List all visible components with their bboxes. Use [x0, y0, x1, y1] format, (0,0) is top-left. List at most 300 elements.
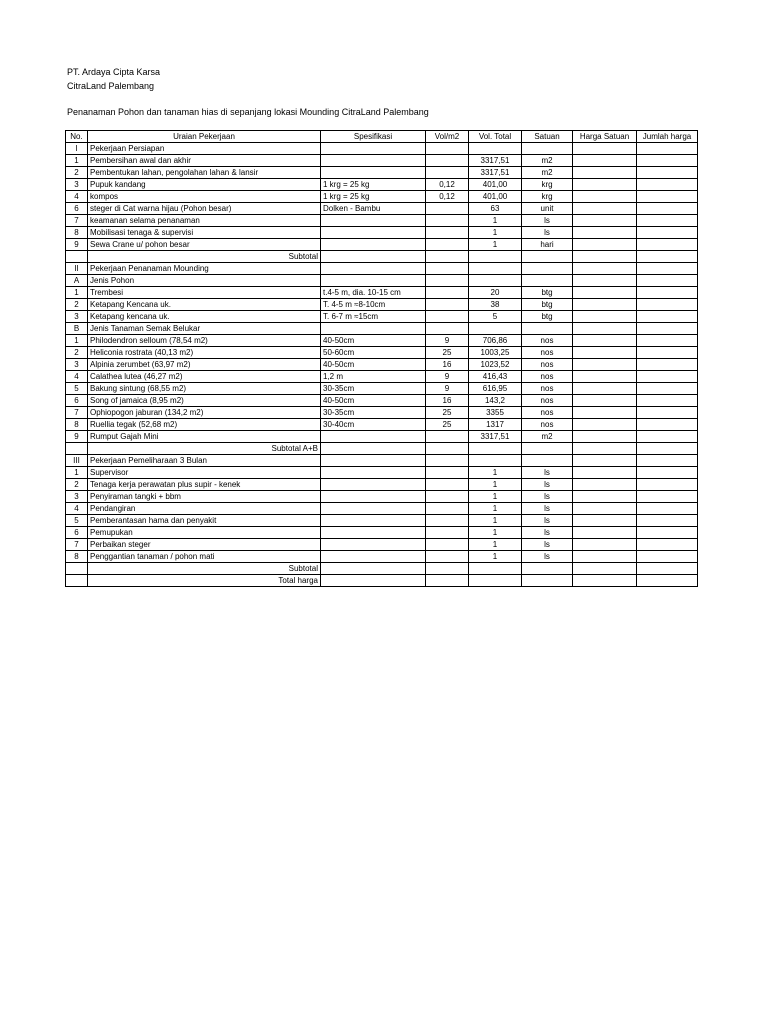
cell-description: Perbaikan steger [88, 539, 321, 551]
cell-description: Ketapang Kencana uk. [88, 299, 321, 311]
cell-specification: 30-35cm [321, 383, 426, 395]
cell-specification [321, 431, 426, 443]
table-row [66, 299, 698, 311]
cell-unit-price [573, 407, 637, 419]
cell-volume [426, 143, 469, 155]
table-row [66, 491, 698, 503]
cell-volume [426, 299, 469, 311]
cell-unit: nos [522, 371, 573, 383]
table-row [66, 143, 698, 155]
cell-description: Rumput Gajah Mini [88, 431, 321, 443]
cell-total-price [637, 515, 698, 527]
cell-specification [321, 455, 426, 467]
cell-unit: ls [522, 491, 573, 503]
cell-unit [522, 263, 573, 275]
cell-volume [426, 443, 469, 455]
cell-volume-total: 3317,51 [469, 431, 522, 443]
table-row [66, 263, 698, 275]
cell-volume [426, 311, 469, 323]
cell-volume [426, 287, 469, 299]
cell-specification [321, 143, 426, 155]
cell-specification [321, 215, 426, 227]
cell-volume-total: 401,00 [469, 179, 522, 191]
cell-volume-total: 1 [469, 479, 522, 491]
cell-total-price [637, 239, 698, 251]
cell-description: Alpinia zerumbet (63,97 m2) [88, 359, 321, 371]
table-row [66, 503, 698, 515]
cell-total-price [637, 215, 698, 227]
cell-volume-total: 1 [469, 467, 522, 479]
table-row [66, 215, 698, 227]
cell-volume-total: 401,00 [469, 191, 522, 203]
cell-volume [426, 515, 469, 527]
cell-total-price [637, 479, 698, 491]
cell-unit: ls [522, 503, 573, 515]
cell-volume [426, 203, 469, 215]
cell-unit: btg [522, 287, 573, 299]
cell-no: 6 [66, 395, 88, 407]
cell-description: Pembersihan awal dan akhir [88, 155, 321, 167]
cell-description: Subtotal A+B [88, 443, 321, 455]
cell-total-price [637, 179, 698, 191]
cell-no: 7 [66, 539, 88, 551]
table-row [66, 527, 698, 539]
cell-unit-price [573, 239, 637, 251]
cell-unit-price [573, 179, 637, 191]
cell-specification: 40-50cm [321, 359, 426, 371]
cell-specification [321, 263, 426, 275]
cell-description: Pekerjaan Pemeliharaan 3 Bulan [88, 455, 321, 467]
cell-unit-price [573, 299, 637, 311]
cell-volume-total [469, 275, 522, 287]
cell-specification [321, 443, 426, 455]
table-row [66, 155, 698, 167]
table-header-row [66, 131, 698, 143]
cell-no: 3 [66, 359, 88, 371]
cell-unit: ls [522, 215, 573, 227]
cell-specification [321, 155, 426, 167]
cell-volume-total: 1003,25 [469, 347, 522, 359]
cell-specification [321, 227, 426, 239]
cell-unit-price [573, 227, 637, 239]
cell-volume-total [469, 143, 522, 155]
cell-volume [426, 227, 469, 239]
cell-description: Pembentukan lahan, pengolahan lahan & lansir [88, 167, 321, 179]
cell-unit: nos [522, 359, 573, 371]
cell-no: 9 [66, 431, 88, 443]
table-body [66, 143, 698, 587]
project-name: CitraLand Palembang [67, 80, 155, 91]
cell-specification: 1 krg = 25 kg [321, 191, 426, 203]
cell-volume [426, 215, 469, 227]
subtotal-row [66, 443, 698, 455]
cell-volume-total: 38 [469, 299, 522, 311]
table-row [66, 395, 698, 407]
cell-unit: unit [522, 203, 573, 215]
cell-unit-price [573, 383, 637, 395]
cell-description: Penyiraman tangki + bbm [88, 491, 321, 503]
cell-description: Heliconia rostrata (40,13 m2) [88, 347, 321, 359]
subtotal-row [66, 575, 698, 587]
cell-volume-total: 143,2 [469, 395, 522, 407]
cell-description: Penggantian tanaman / pohon mati [88, 551, 321, 563]
cell-volume-total: 1 [469, 239, 522, 251]
cell-specification [321, 467, 426, 479]
cell-description: Pekerjaan Penanaman Mounding [88, 263, 321, 275]
company-name: PT. Ardaya Cipta Karsa [67, 67, 161, 77]
table-row [66, 479, 698, 491]
cell-volume-total [469, 323, 522, 335]
cell-unit-price [573, 515, 637, 527]
cell-description: Sewa Crane u/ pohon besar [88, 239, 321, 251]
cell-unit-price [573, 167, 637, 179]
table-row [66, 203, 698, 215]
cell-specification [321, 239, 426, 251]
cell-volume-total: 616,95 [469, 383, 522, 395]
cell-description: Ophiopogon jaburan (134,2 m2) [88, 407, 321, 419]
cell-unit: ls [522, 539, 573, 551]
cell-unit: ls [522, 515, 573, 527]
cell-total-price [637, 383, 698, 395]
table-row [66, 419, 698, 431]
column-header-no: No. [66, 131, 88, 143]
cell-total-price [637, 455, 698, 467]
column-header-specification: Spesifikasi [321, 131, 426, 143]
cell-volume [426, 551, 469, 563]
cell-volume: 25 [426, 419, 469, 431]
cell-volume: 0,12 [426, 191, 469, 203]
cell-unit-price [573, 155, 637, 167]
cell-volume-total: 5 [469, 311, 522, 323]
cell-total-price [637, 263, 698, 275]
cell-unit: btg [522, 299, 573, 311]
cell-total-price [637, 311, 698, 323]
cell-description: Subtotal [88, 251, 321, 263]
cell-no: 6 [66, 203, 88, 215]
cell-total-price [637, 203, 698, 215]
cell-volume-total: 1 [469, 503, 522, 515]
table-row [66, 551, 698, 563]
cell-volume-total: 63 [469, 203, 522, 215]
cell-volume [426, 263, 469, 275]
cell-description: kompos [88, 191, 321, 203]
cell-specification [321, 479, 426, 491]
cell-volume [426, 479, 469, 491]
cell-total-price [637, 503, 698, 515]
cell-total-price [637, 419, 698, 431]
cell-no: 2 [66, 479, 88, 491]
table-row [66, 347, 698, 359]
cell-no: 1 [66, 335, 88, 347]
cell-volume-total [469, 575, 522, 587]
cell-total-price [637, 359, 698, 371]
table-row [66, 359, 698, 371]
table-row [66, 455, 698, 467]
cell-volume: 0,12 [426, 179, 469, 191]
cell-volume-total: 1 [469, 527, 522, 539]
cell-unit: nos [522, 419, 573, 431]
cell-total-price [637, 395, 698, 407]
table-row [66, 275, 698, 287]
table-row [66, 407, 698, 419]
document-header [67, 66, 429, 120]
table-row [66, 515, 698, 527]
cell-volume [426, 467, 469, 479]
cell-unit [522, 323, 573, 335]
cell-specification: 40-50cm [321, 335, 426, 347]
cell-total-price [637, 299, 698, 311]
cell-unit-price [573, 395, 637, 407]
cell-volume-total: 1 [469, 539, 522, 551]
cell-total-price [637, 251, 698, 263]
cell-unit: m2 [522, 431, 573, 443]
cell-description: Trembesi [88, 287, 321, 299]
cell-total-price [637, 443, 698, 455]
cell-total-price [637, 191, 698, 203]
cell-unit-price [573, 539, 637, 551]
cell-volume: 9 [426, 383, 469, 395]
cell-no: 5 [66, 515, 88, 527]
cell-specification [321, 563, 426, 575]
table-row [66, 323, 698, 335]
cell-volume [426, 251, 469, 263]
column-header-total-price: Jumlah harga [637, 131, 698, 143]
cell-unit [522, 455, 573, 467]
subtotal-row [66, 251, 698, 263]
cell-unit-price [573, 335, 637, 347]
cell-volume [426, 167, 469, 179]
cell-total-price [637, 467, 698, 479]
cell-unit: krg [522, 191, 573, 203]
cell-unit-price [573, 203, 637, 215]
cell-description: Supervisor [88, 467, 321, 479]
cell-specification: 1,2 m [321, 371, 426, 383]
cell-unit-price [573, 575, 637, 587]
cell-specification: 1 krg = 25 kg [321, 179, 426, 191]
cell-volume-total: 3355 [469, 407, 522, 419]
cell-unit-price [573, 275, 637, 287]
cell-volume [426, 539, 469, 551]
cell-no: 7 [66, 215, 88, 227]
cell-volume-total: 416,43 [469, 371, 522, 383]
cell-unit [522, 563, 573, 575]
column-header-unit-price: Harga Satuan [573, 131, 637, 143]
cell-volume [426, 503, 469, 515]
cell-unit [522, 443, 573, 455]
cell-volume: 25 [426, 347, 469, 359]
cell-total-price [637, 227, 698, 239]
cell-unit-price [573, 503, 637, 515]
cell-volume-total: 20 [469, 287, 522, 299]
cell-volume-total: 1317 [469, 419, 522, 431]
column-header-volume-total: Vol. Total [469, 131, 522, 143]
cell-description: Jenis Pohon [88, 275, 321, 287]
cell-description: Total harga [88, 575, 321, 587]
cell-unit: ls [522, 227, 573, 239]
cell-volume [426, 563, 469, 575]
cell-volume-total: 1 [469, 491, 522, 503]
cell-unit [522, 275, 573, 287]
cell-no: 8 [66, 551, 88, 563]
cell-volume-total [469, 263, 522, 275]
cell-volume [426, 275, 469, 287]
table-row [66, 371, 698, 383]
cell-no: 2 [66, 167, 88, 179]
cell-unit-price [573, 347, 637, 359]
cell-unit: ls [522, 467, 573, 479]
cell-unit [522, 575, 573, 587]
cell-total-price [637, 431, 698, 443]
cell-unit-price [573, 191, 637, 203]
cell-specification: 30-35cm [321, 407, 426, 419]
subtotal-row [66, 563, 698, 575]
cell-no: 2 [66, 347, 88, 359]
cell-unit-price [573, 263, 637, 275]
table-row [66, 335, 698, 347]
table-row [66, 311, 698, 323]
cell-no [66, 443, 88, 455]
cell-no: 3 [66, 311, 88, 323]
table-row [66, 467, 698, 479]
cell-volume-total: 3317,51 [469, 155, 522, 167]
cell-unit: m2 [522, 155, 573, 167]
cell-description: Jenis Tanaman Semak Belukar [88, 323, 321, 335]
cell-specification: T. 6-7 m ≈15cm [321, 311, 426, 323]
cell-unit-price [573, 563, 637, 575]
cell-specification [321, 575, 426, 587]
cell-specification [321, 323, 426, 335]
cell-description: Pekerjaan Persiapan [88, 143, 321, 155]
table-row [66, 191, 698, 203]
cell-specification [321, 167, 426, 179]
cell-total-price [637, 287, 698, 299]
cell-specification [321, 503, 426, 515]
cell-no [66, 563, 88, 575]
cell-unit-price [573, 467, 637, 479]
bill-of-quantities-table [65, 130, 698, 587]
cell-unit: ls [522, 479, 573, 491]
cell-no: III [66, 455, 88, 467]
cell-unit-price [573, 455, 637, 467]
cell-specification [321, 515, 426, 527]
cell-unit: nos [522, 407, 573, 419]
cell-unit: ls [522, 527, 573, 539]
cell-no: 1 [66, 467, 88, 479]
cell-volume [426, 239, 469, 251]
cell-volume [426, 491, 469, 503]
cell-total-price [637, 347, 698, 359]
cell-volume [426, 323, 469, 335]
cell-specification: 30-40cm [321, 419, 426, 431]
cell-unit-price [573, 215, 637, 227]
cell-volume-total: 1 [469, 215, 522, 227]
cell-volume-total: 1 [469, 515, 522, 527]
document-title: Penanaman Pohon dan tanaman hias di sepanjang lokasi Mounding CitraLand Palembang [67, 107, 429, 117]
cell-volume-total: 1023,52 [469, 359, 522, 371]
cell-description: Tenaga kerja perawatan plus supir - kenek [88, 479, 321, 491]
cell-volume: 16 [426, 359, 469, 371]
cell-volume-total: 1 [469, 551, 522, 563]
cell-description: keamanan selama penanaman [88, 215, 321, 227]
cell-no: 4 [66, 371, 88, 383]
cell-specification: T. 4-5 m ≈8-10cm [321, 299, 426, 311]
cell-description: Pendangiran [88, 503, 321, 515]
column-header-description: Uraian Pekerjaan [88, 131, 321, 143]
cell-no: II [66, 263, 88, 275]
cell-total-price [637, 539, 698, 551]
table-row [66, 179, 698, 191]
cell-description: Pemupukan [88, 527, 321, 539]
cell-unit: nos [522, 347, 573, 359]
cell-unit-price [573, 251, 637, 263]
cell-volume-total [469, 443, 522, 455]
cell-unit [522, 251, 573, 263]
cell-unit-price [573, 359, 637, 371]
cell-description: Mobilisasi tenaga & supervisi [88, 227, 321, 239]
table-row [66, 383, 698, 395]
cell-description: Song of jamaica (8,95 m2) [88, 395, 321, 407]
cell-total-price [637, 335, 698, 347]
cell-no: 1 [66, 155, 88, 167]
cell-no: 1 [66, 287, 88, 299]
cell-description: Ruellia tegak (52,68 m2) [88, 419, 321, 431]
cell-volume-total [469, 563, 522, 575]
cell-volume: 16 [426, 395, 469, 407]
cell-specification [321, 527, 426, 539]
cell-no: 3 [66, 491, 88, 503]
cell-description: Pemberantasan hama dan penyakit [88, 515, 321, 527]
cell-unit: ls [522, 551, 573, 563]
cell-description: Philodendron selloum (78,54 m2) [88, 335, 321, 347]
cell-description: Ketapang kencana uk. [88, 311, 321, 323]
cell-specification [321, 539, 426, 551]
cell-total-price [637, 371, 698, 383]
cell-total-price [637, 155, 698, 167]
cell-volume-total: 3317,51 [469, 167, 522, 179]
cell-total-price [637, 491, 698, 503]
cell-unit: nos [522, 383, 573, 395]
cell-unit-price [573, 443, 637, 455]
cell-volume: 9 [426, 335, 469, 347]
cell-no: 5 [66, 383, 88, 395]
cell-specification [321, 275, 426, 287]
cell-no: 7 [66, 407, 88, 419]
column-header-volume: Vol/m2 [426, 131, 469, 143]
table-row [66, 287, 698, 299]
cell-volume: 25 [426, 407, 469, 419]
cell-volume: 9 [426, 371, 469, 383]
table-row [66, 227, 698, 239]
table-row [66, 539, 698, 551]
cell-unit: nos [522, 395, 573, 407]
cell-no: 4 [66, 191, 88, 203]
cell-unit-price [573, 311, 637, 323]
cell-no: I [66, 143, 88, 155]
cell-volume [426, 575, 469, 587]
cell-no: 6 [66, 527, 88, 539]
cell-total-price [637, 323, 698, 335]
cell-description: Calathea lutea (46,27 m2) [88, 371, 321, 383]
cell-no: 4 [66, 503, 88, 515]
cell-unit-price [573, 491, 637, 503]
cell-volume-total: 706,86 [469, 335, 522, 347]
table-row [66, 167, 698, 179]
cell-unit-price [573, 479, 637, 491]
cell-volume-total [469, 251, 522, 263]
cell-specification [321, 251, 426, 263]
cell-volume [426, 527, 469, 539]
cell-no: A [66, 275, 88, 287]
